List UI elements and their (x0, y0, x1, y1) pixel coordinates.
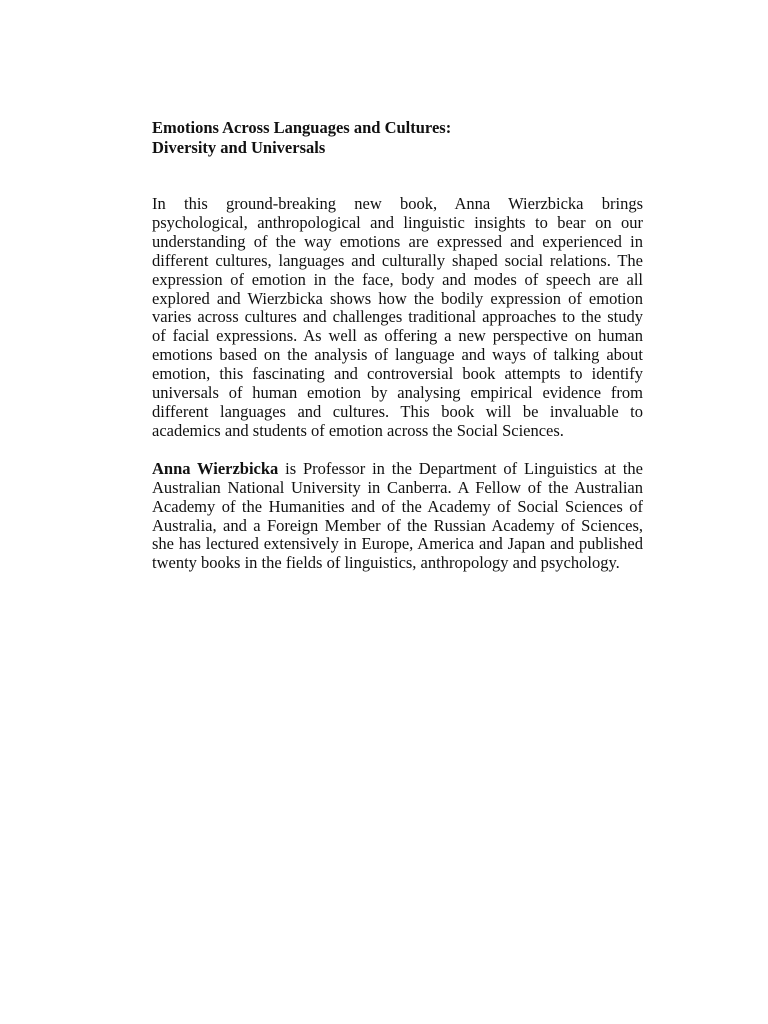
author-bio-text: is Professor in the Department of Linguistics at the Australian National University in Canberra. A Fellow of the Australian Academy of the Humanities and of the Academy of Social Sciences of Australia, and a Foreign Member of the Russian Academy of Sciences, she has lectured extensively in Europe, America and Japan and published twenty books in the fields of linguistics, anthropology and psychology. (152, 458, 643, 573)
book-description-paragraph: In this ground-breaking new book, Anna Wierzbicka brings psychological, anthropological and linguistic insights to bear on our understanding of the way emotions are expressed and experienced in different cultures, languages and culturally shaped social relations. The expression of emotion in the face, body and modes of speech are all explored and Wierzbicka shows how the bodily expression of emotion varies across cultures and challenges traditional approaches to the study of facial expressions. As well as offering a new perspective on human emotions based on the analysis of language and ways of talking about emotion, this fascinating and controversial book attempts to identify universals of human emotion by analysing empirical evidence from different languages and cultures. This book will be invaluable to academics and students of emotion across the Social Sciences. (152, 194, 643, 440)
book-title (152, 118, 643, 157)
book-title-line-1: Emotions Across Languages and Cultures: (152, 118, 452, 137)
book-subtitle-line-2: Diversity and Universals (152, 137, 326, 157)
page-content (152, 118, 643, 573)
author-bio-paragraph (152, 460, 643, 573)
author-name: Anna Wierzbicka (152, 458, 279, 478)
